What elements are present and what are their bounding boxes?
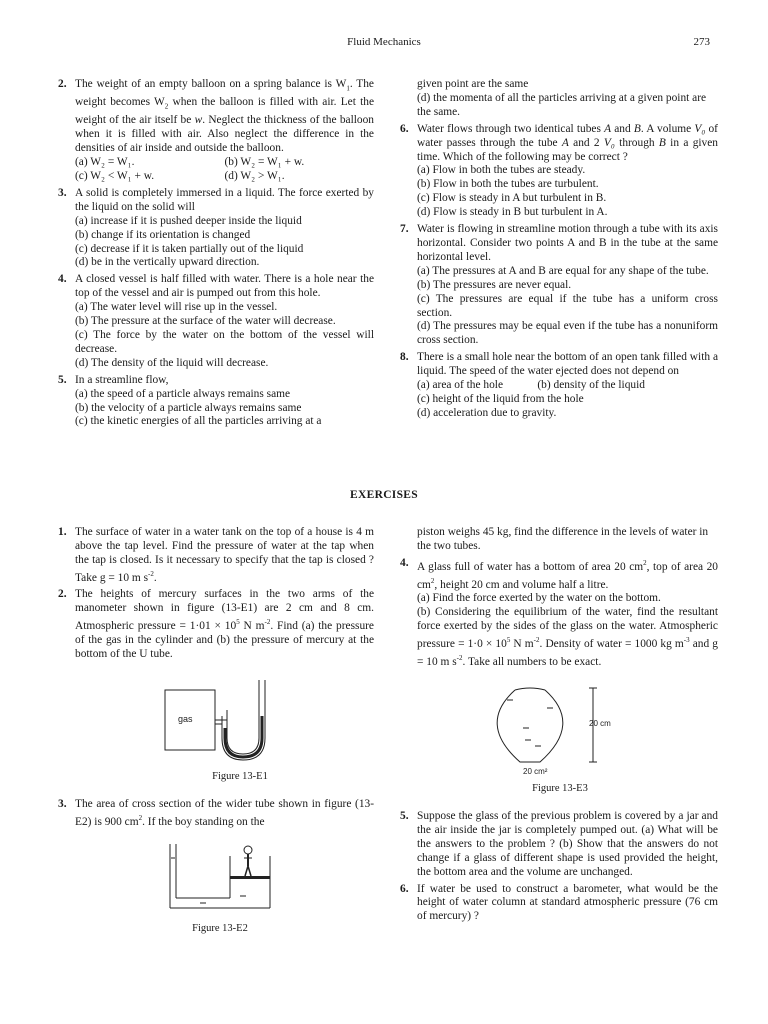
question-text: and [611, 122, 634, 135]
option-a: (a) The pressures at A and B are equal for any shape of the tube. [417, 264, 709, 277]
option-b: (b) Flow in both the tubes are turbulent. [417, 178, 599, 191]
symbol: V₀ [603, 136, 615, 149]
text-run: . Density of water = 1000 kg m [539, 637, 684, 650]
question-3 [58, 187, 374, 270]
piston-tube-diagram [160, 836, 280, 916]
exercise-3-continued: piston weighs 45 kg, find the difference in the levels of water in the two tubes. [417, 526, 709, 552]
exercise-text: The heights of mercury surfaces in the two arms of the manometer shown in figure (13-E1) are 2 cm and 8 cm. Atmospheric pressure = 1·01 × 10 [75, 588, 374, 633]
glass-diagram [485, 684, 635, 776]
question-number: 8. [400, 351, 409, 364]
question-4 [58, 273, 374, 370]
option-b: (b) the velocity of a particle always remains same [75, 401, 302, 414]
option-c-end: given point are the same [417, 78, 529, 90]
option-d: (d) The density of the liquid will decrease. [75, 356, 269, 369]
superscript: 2 [430, 576, 435, 585]
option-b: (b) W₂ = W₁ + w. [224, 156, 305, 169]
page-number: 273 [693, 36, 710, 48]
superscript: 5 [506, 635, 511, 644]
option-b: (b) The pressure at the surface of the water will decrease. [75, 315, 336, 328]
right-column-exercises [400, 526, 718, 672]
option-a: (a) area of the hole [417, 379, 504, 392]
superscript: -2 [148, 569, 154, 578]
option-c: (c) Flow is steady in A but turbulent in B. [417, 192, 607, 205]
option-c: (c) W₂ < W₁ + w. [75, 170, 155, 182]
option-row [75, 156, 374, 170]
question-number: 4. [58, 273, 67, 286]
exercise-number: 2. [58, 588, 67, 601]
area-label: 20 cm² [523, 767, 548, 776]
question-text: and 2 [568, 136, 604, 149]
option-d: (d) W₂ > W₁. [224, 170, 285, 182]
symbol: B [633, 122, 641, 135]
exercise-text: , height 20 cm and volume half a litre. [434, 578, 609, 591]
option-d: (d) The pressures may be equal even if the tube has a nonuniform cross section. [417, 320, 718, 347]
exercise-number: 4. [400, 556, 409, 569]
question-5-continued [400, 78, 718, 120]
figure-13-e3 [485, 684, 635, 794]
superscript: 2 [138, 813, 143, 822]
question-6 [400, 123, 718, 220]
manometer-diagram [150, 672, 330, 764]
exercise-3 [58, 798, 374, 830]
superscript: 5 [236, 618, 240, 627]
option-a: (a) Find the force exerted by the water on the bottom. [417, 592, 661, 605]
running-title: Fluid Mechanics [347, 36, 421, 48]
superscript: -2 [456, 653, 463, 662]
exercise-text: Suppose the glass of the previous problem is covered by a jar and the air inside the jar is completely pumped out. (a) What will be the answers to the problem ? (b) Show that the answers do not change if a glass of different shape is used provided the height, the bottom area and the volume are unchanged. [417, 810, 718, 878]
text-run: The area of cross section of the wider tube shown in figure (13-E2) is 900 cm [75, 798, 374, 828]
exercise-text: . [153, 571, 157, 584]
superscript: 2 [643, 558, 647, 567]
question-text: when the balloon is filled with air. Let the weight of the air itself be [75, 96, 374, 127]
option-a: (a) the speed of a particle always remains same [75, 387, 291, 400]
exercise-number: 5. [400, 810, 409, 822]
figure-13-e1 [150, 672, 330, 782]
height-label: 20 cm [589, 719, 611, 728]
left-column-exercises [58, 526, 374, 665]
question-8 [400, 351, 718, 421]
page-header [0, 36, 768, 52]
question-number: 3. [58, 186, 67, 199]
question-text: Water is flowing in streamline motion through a tube with its axis horizontal. Consider two points A and B in the tube at the same horizontal level. [417, 223, 718, 263]
exercise-5 [400, 810, 718, 880]
option-a: (a) The water level will rise up in the vessel. [75, 301, 278, 314]
figure-caption: Figure 13-E2 [192, 923, 248, 934]
gas-label: gas [178, 714, 193, 724]
section-heading: EXERCISES [350, 489, 418, 501]
option-b [417, 606, 718, 669]
superscript: -2 [533, 635, 540, 644]
option-d: (d) the momenta of all the particles arriving at a given point are the same. [417, 91, 707, 118]
option-a: (a) increase if it is pushed deeper inside the liquid [75, 214, 302, 227]
option-c: (c) decrease if it is taken partially out of the liquid [75, 242, 304, 255]
exercise-text: N m [239, 620, 265, 633]
figure-caption: Figure 13-E1 [212, 771, 268, 782]
exercise-1 [58, 526, 374, 585]
option-d: (d) Flow is steady in B but turbulent in A. [417, 206, 608, 219]
question-7 [400, 223, 718, 348]
text-run: (b) Considering the equilibrium of the water, find the resultant force exerted by the sides of the glass on the water. Atmospheric pressure = 1·0 × 10 [417, 606, 718, 650]
question-number: 5. [58, 373, 67, 386]
left-column-exercise-3 [58, 798, 374, 833]
question-text: In a streamline flow, [75, 373, 169, 386]
option-a: (a) W₂ = W₁. [75, 156, 135, 169]
question-text: Water flows through two identical tubes [417, 122, 605, 135]
option-c: (c) The pressures are equal if the tube has a uniform cross section. [417, 292, 718, 319]
question-text: . Neglect the thickness of the balloon when it is filled with air. Also neglect the difference in the densities of air inside and outside the balloon. [75, 114, 374, 155]
figure-13-e2 [160, 836, 280, 946]
question-5 [58, 374, 374, 430]
figure-caption: Figure 13-E3 [532, 783, 588, 794]
question-text: in a given time. Which of the following may be correct ? [417, 136, 718, 163]
exercise-text: The surface of water in a water tank on the top of a house is 4 m above the tap level. Find the pressure of water at the tap when the tap is closed. Is it necessary to specify that the tap is closed ? Take g = 10 m s [75, 526, 374, 584]
exercise-text: . Find (a) the pressure of the gas in the cylinder and (b) the pressure of mercury at the bottom of the U tube. [75, 620, 374, 660]
question-number: 6. [400, 122, 409, 135]
exercise-4 [400, 557, 718, 670]
text-run: N m [510, 637, 534, 650]
option-c-start: (c) the kinetic energies of all the particles arriving at a [75, 415, 322, 428]
exercise-number: 1. [58, 526, 67, 538]
left-column-questions [58, 78, 374, 432]
exercise-text: If water be used to construct a barometer, what would be the height of water column at standard atmospheric pressure (76 cm of mercury) ? [417, 882, 718, 923]
option-row [417, 379, 718, 393]
question-number: 7. [400, 223, 409, 236]
exercise-text: A glass full of water has a bottom of area 20 cm [417, 560, 644, 573]
question-text: A closed vessel is half filled with water. There is a hole near the top of the vessel and air is pumped out from this hole. [75, 273, 374, 300]
question-text: There is a small hole near the bottom of an open tank filled with a liquid. The speed of the water ejected does not depend on [417, 351, 718, 378]
exercise-2 [58, 588, 374, 661]
question-text: A solid is completely immersed in a liquid. The force exerted by the liquid on the solid will [75, 186, 374, 213]
question-2: 2. The weight of an empty balloon on a spring balance is $W_1$. The weight becomes $W_2$ when the balloon is filled with air. Let the weight of the air itself be w. Neglect the thickness of the balloon when it is filled with air. Also neglect the difference in the densities of air inside and outside the balloon. (a) W₂ = W₁. (b) W₂ = W₁ + w. (c) W₂ < W₁ + w. (d) W₂ > W₁. [58, 78, 374, 182]
question-text: . The weight becomes W [75, 78, 374, 109]
question-text: . A volume [640, 122, 695, 135]
option-d: (d) be in the vertically upward direction. [75, 256, 260, 269]
exercise-number: 3. [58, 798, 67, 810]
option-b: (b) change if its orientation is changed [75, 228, 251, 241]
text-run: . Take all numbers to be exact. [462, 655, 602, 668]
right-column-questions [400, 78, 718, 424]
option-b: (b) density of the liquid [537, 379, 645, 392]
question-text: of water passes through the tube [417, 122, 718, 149]
right-column-exercises-lower [400, 810, 718, 927]
question-number: 2. [58, 78, 67, 90]
option-c: (c) The force by the water on the bottom of the vessel will decrease. [75, 328, 374, 355]
symbol: A [604, 122, 612, 135]
option-row [75, 170, 374, 184]
exercise-text: The area of cross section of the wider tube shown in figure (13-E2) is 900 $cm^2$. If the boy standing on the [75, 798, 374, 828]
superscript: -3 [683, 635, 690, 644]
symbol: V₀ [694, 122, 706, 135]
symbol: A [561, 136, 569, 149]
exercise-number: 6. [400, 882, 409, 895]
symbol: B [658, 136, 666, 149]
option-d: (d) acceleration due to gravity. [417, 406, 557, 419]
question-text: The weight of an empty balloon on a spring balance is W [75, 78, 347, 90]
superscript: -2 [264, 618, 271, 627]
exercise-text: , top of area 20 cm [417, 560, 718, 591]
option-b: (b) The pressures are never equal. [417, 278, 572, 291]
option-c: (c) height of the liquid from the hole [417, 392, 584, 405]
question-text: through [614, 136, 659, 149]
exercise-6 [400, 883, 718, 925]
option-a: (a) Flow in both the tubes are steady. [417, 164, 586, 177]
text-run: and g = 10 m s [417, 637, 718, 668]
